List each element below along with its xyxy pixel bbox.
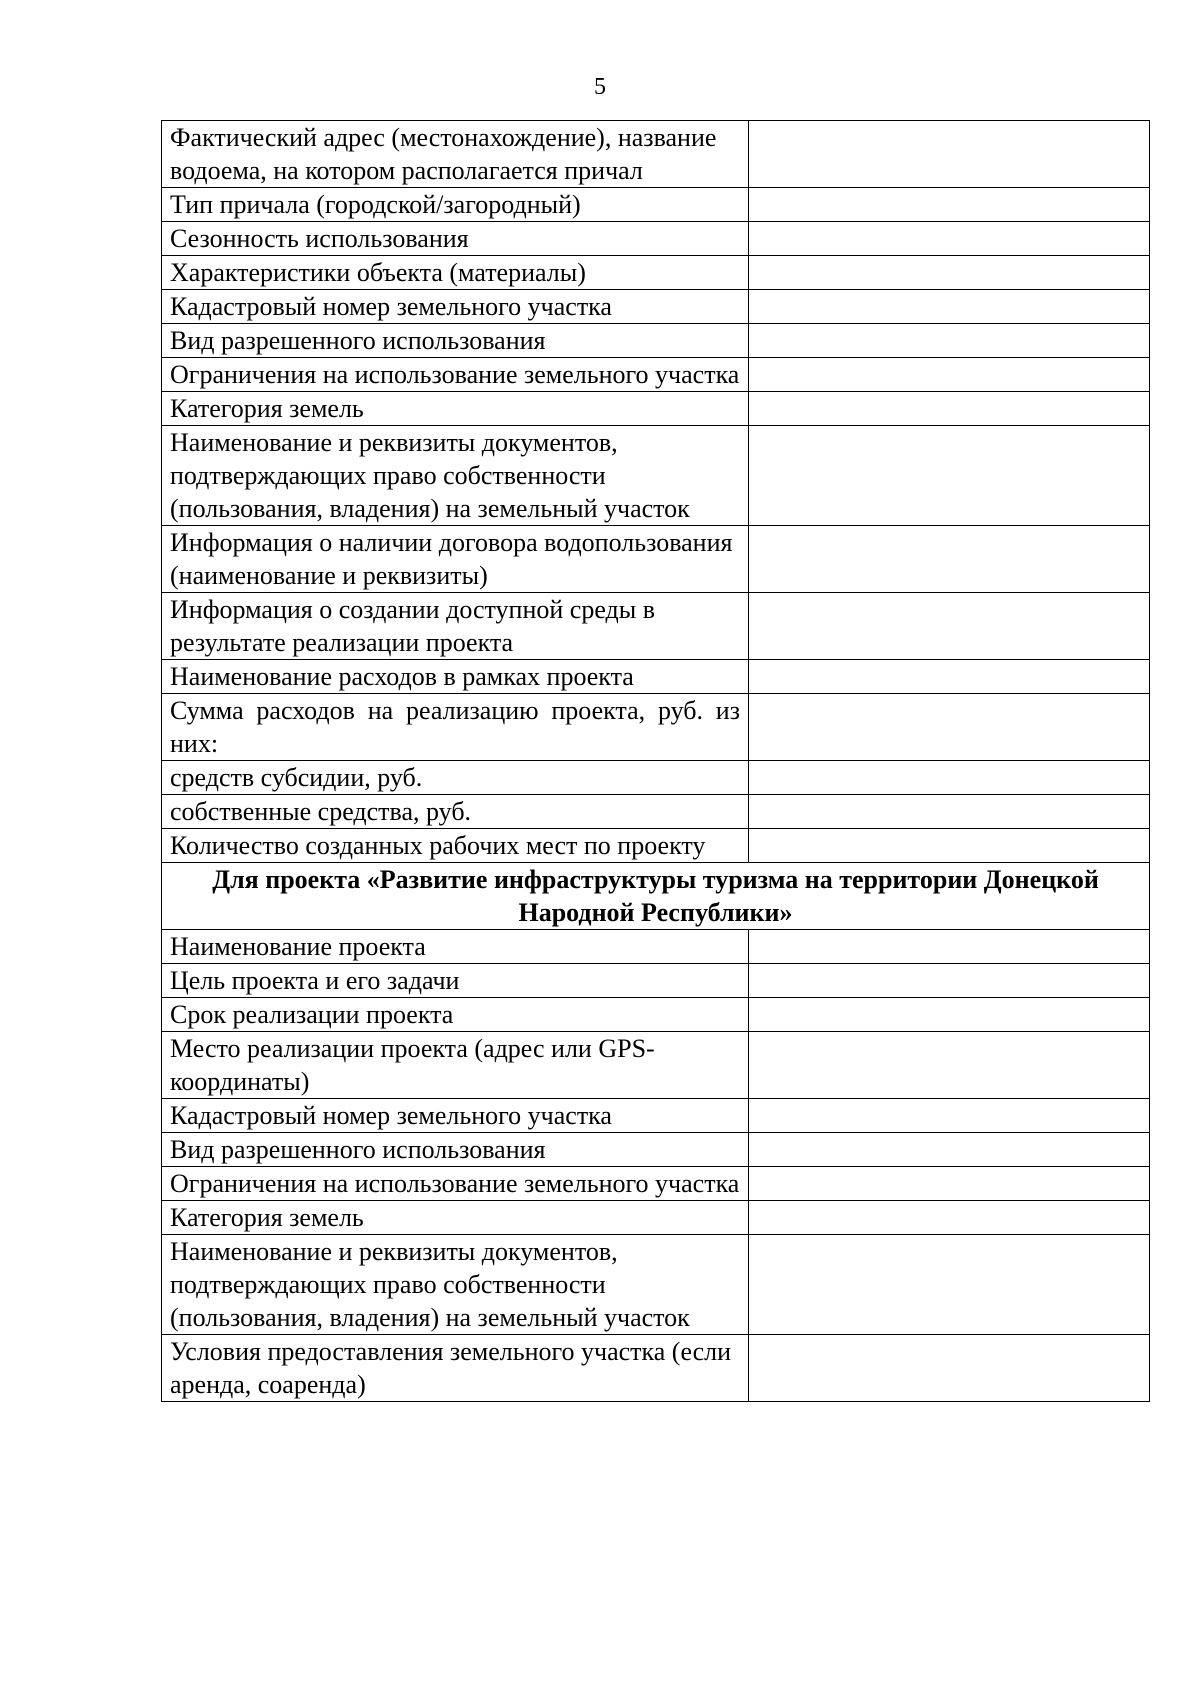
table-row (162, 795, 1150, 829)
table-row (162, 829, 1150, 863)
row-label: Количество созданных рабочих мест по проекту (162, 829, 749, 863)
section-heading: Для проекта «Развитие инфраструктуры туризма на территории Донецкой Народной Республики» (162, 863, 1150, 930)
table-row (162, 1235, 1150, 1335)
row-label: Кадастровый номер земельного участка (162, 290, 749, 324)
table-row (162, 1099, 1150, 1133)
row-label: Наименование и реквизиты документов, подтверждающих право собственности (пользования, владения) на земельный участок (162, 1235, 749, 1335)
row-value-cell[interactable] (749, 1235, 1150, 1335)
row-value-cell[interactable] (749, 1099, 1150, 1133)
table-row (162, 222, 1150, 256)
row-value-cell[interactable] (749, 930, 1150, 964)
table-row (162, 392, 1150, 426)
row-label: Наименование и реквизиты документов, подтверждающих право собственности (пользования, владения) на земельный участок (162, 426, 749, 526)
table-row (162, 694, 1150, 761)
row-label: собственные средства, руб. (162, 795, 749, 829)
row-label: Условия предоставления земельного участка (если аренда, соаренда) (162, 1335, 749, 1402)
table-row (162, 1133, 1150, 1167)
row-value-cell[interactable] (749, 1133, 1150, 1167)
table-row (162, 930, 1150, 964)
row-value-cell[interactable] (749, 222, 1150, 256)
table-row (162, 526, 1150, 593)
row-label: Информация о наличии договора водопользования (наименование и реквизиты) (162, 526, 749, 593)
table-row (162, 290, 1150, 324)
row-value-cell[interactable] (749, 290, 1150, 324)
table-row (162, 761, 1150, 795)
row-value-cell[interactable] (749, 1032, 1150, 1099)
row-value-cell[interactable] (749, 761, 1150, 795)
row-label: Наименование проекта (162, 930, 749, 964)
row-label: Цель проекта и его задачи (162, 964, 749, 998)
row-value-cell[interactable] (749, 964, 1150, 998)
row-label: Ограничения на использование земельного участка (162, 1167, 749, 1201)
table-row (162, 358, 1150, 392)
row-value-cell[interactable] (749, 358, 1150, 392)
table-row (162, 1201, 1150, 1235)
row-label: Информация о создании доступной среды в результате реализации проекта (162, 593, 749, 660)
table-row (162, 256, 1150, 290)
table-row (162, 660, 1150, 694)
row-label: Тип причала (городской/загородный) (162, 188, 749, 222)
row-label: Вид разрешенного использования (162, 1133, 749, 1167)
row-label: Сумма расходов на реализацию проекта, руб. из них: (162, 694, 749, 761)
row-value-cell[interactable] (749, 526, 1150, 593)
row-value-cell[interactable] (749, 121, 1150, 188)
table-row (162, 1032, 1150, 1099)
row-label: Наименование расходов в рамках проекта (162, 660, 749, 694)
row-label: Сезонность использования (162, 222, 749, 256)
table-row (162, 1335, 1150, 1402)
row-value-cell[interactable] (749, 795, 1150, 829)
page-number: 5 (594, 74, 606, 100)
row-label: Категория земель (162, 392, 749, 426)
row-value-cell[interactable] (749, 1167, 1150, 1201)
table-row (162, 1167, 1150, 1201)
row-value-cell[interactable] (749, 1335, 1150, 1402)
table-row (162, 593, 1150, 660)
row-label: Кадастровый номер земельного участка (162, 1099, 749, 1133)
table-row (162, 121, 1150, 188)
row-value-cell[interactable] (749, 324, 1150, 358)
row-label: Срок реализации проекта (162, 998, 749, 1032)
row-value-cell[interactable] (749, 829, 1150, 863)
row-value-cell[interactable] (749, 694, 1150, 761)
row-label: Место реализации проекта (адрес или GPS-координаты) (162, 1032, 749, 1099)
row-value-cell[interactable] (749, 256, 1150, 290)
table-row (162, 324, 1150, 358)
section-heading-row (162, 863, 1150, 930)
table-row (162, 188, 1150, 222)
row-label: Фактический адрес (местонахождение), название водоема, на котором располагается причал (162, 121, 749, 188)
row-value-cell[interactable] (749, 392, 1150, 426)
row-label: Вид разрешенного использования (162, 324, 749, 358)
table-row (162, 964, 1150, 998)
project-info-table (161, 120, 1150, 1402)
row-value-cell[interactable] (749, 593, 1150, 660)
table-row (162, 426, 1150, 526)
row-label: Ограничения на использование земельного участка (162, 358, 749, 392)
row-value-cell[interactable] (749, 998, 1150, 1032)
table-row (162, 998, 1150, 1032)
row-label: Характеристики объекта (материалы) (162, 256, 749, 290)
row-label: Категория земель (162, 1201, 749, 1235)
row-label: средств субсидии, руб. (162, 761, 749, 795)
row-value-cell[interactable] (749, 188, 1150, 222)
row-value-cell[interactable] (749, 660, 1150, 694)
row-value-cell[interactable] (749, 426, 1150, 526)
row-value-cell[interactable] (749, 1201, 1150, 1235)
